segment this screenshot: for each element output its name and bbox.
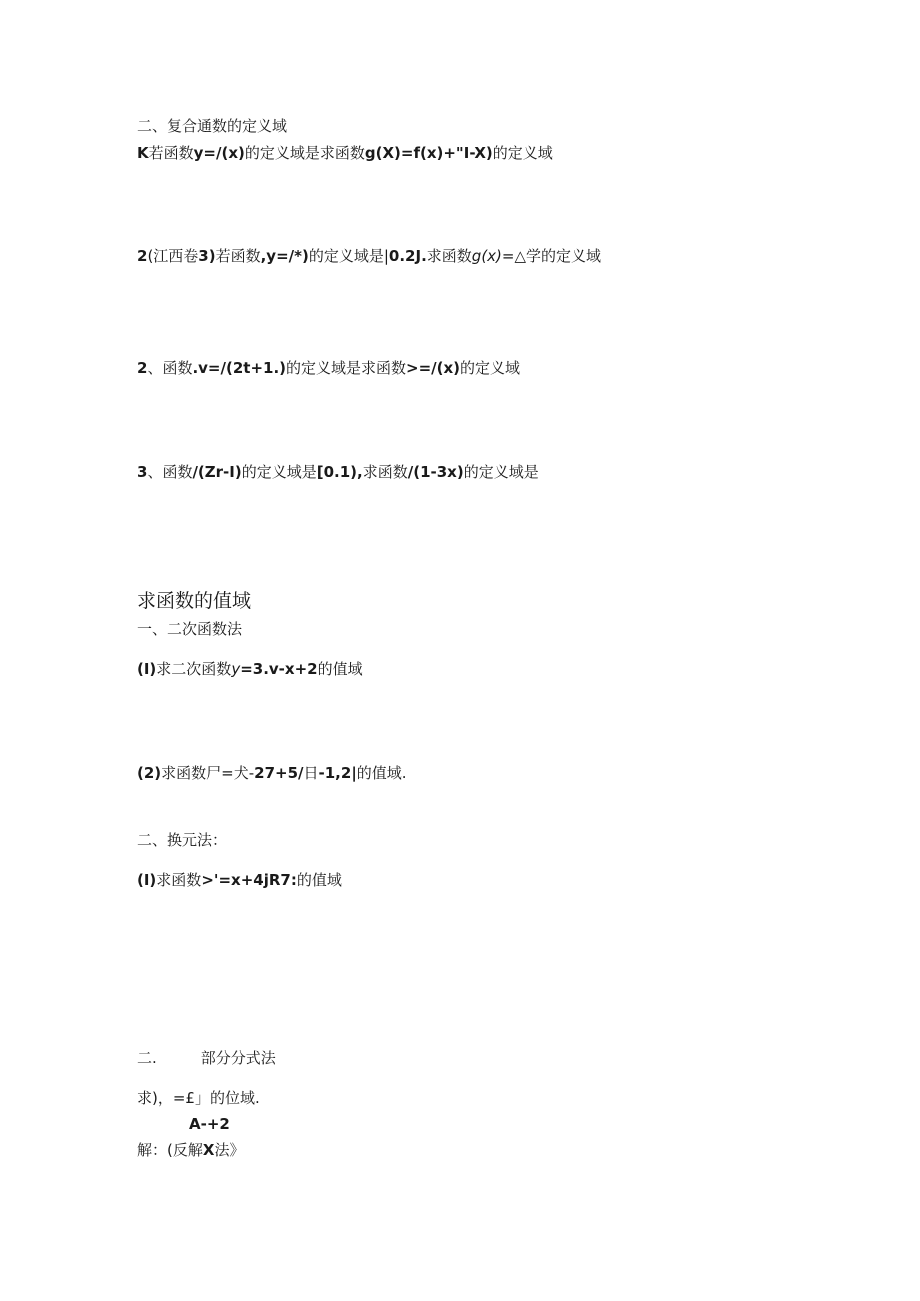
question-domain-3 (137, 358, 520, 378)
section-heading-domain: 二、复合通数的定义域 (137, 117, 288, 135)
math-expression: g(x)= (471, 247, 515, 265)
math-expression: y (231, 660, 241, 678)
question-text: 的定义域是 (463, 463, 539, 481)
solution-text: X (202, 1141, 215, 1159)
question-text: 若函数 (215, 247, 261, 265)
question-text: 的定义域是求函数 (244, 144, 365, 162)
fraction-denominator: A-+2 (189, 1115, 230, 1133)
question-range-4: 求)，=£」的位域. (137, 1089, 260, 1107)
math-expression: ,y=/*) (260, 247, 309, 265)
question-text: △学的定义域 (514, 247, 602, 265)
question-text: 日 (303, 764, 319, 782)
question-text: 、函数 (147, 463, 193, 481)
math-expression: 27+5/ (254, 764, 304, 782)
question-text: (江西卷 (147, 247, 199, 265)
math-expression: 0.2J. (388, 247, 427, 265)
method-title: 部分分式法 (200, 1049, 276, 1067)
question-text: 的定义域是 (308, 247, 384, 265)
section-title-range: 求函数的值域 (137, 590, 252, 612)
math-expression: g(X)=f(x)+"I-X) (364, 144, 493, 162)
question-text: 求函数尸=犬- (161, 764, 255, 782)
method-heading-substitution: 二、换元法： (137, 831, 228, 849)
question-range-3 (137, 870, 342, 890)
question-text: 、函数 (147, 359, 193, 377)
question-text: 的值域. (356, 764, 407, 782)
solution-line (137, 1140, 244, 1160)
question-number: 3 (137, 463, 148, 481)
question-text: 的定义域是求函数 (286, 359, 407, 377)
question-text: 的定义域 (460, 359, 521, 377)
method-heading-partial-fraction (137, 1048, 276, 1068)
question-range-2 (137, 763, 407, 783)
question-text: 若函数 (148, 144, 194, 162)
math-expression: /(1-3x) (407, 463, 464, 481)
math-expression: .v=/(2t+1.) (192, 359, 286, 377)
math-expression: >=/(x) (406, 359, 461, 377)
math-expression: -1,2| (318, 764, 357, 782)
question-text: 的定义域是 (241, 463, 317, 481)
method-number: 二. (137, 1049, 157, 1067)
solution-text: 解：(反解 (137, 1141, 203, 1159)
question-number: 2 (137, 247, 148, 265)
math-symbol: | (383, 247, 389, 265)
math-expression: =3.v-x+2 (240, 660, 318, 678)
question-number: (2) (137, 764, 162, 782)
question-domain-1 (137, 143, 553, 163)
question-domain-4 (137, 462, 539, 482)
question-text: 的值域 (317, 660, 363, 678)
question-number: (I) (137, 660, 157, 678)
question-text: 求二次函数 (156, 660, 232, 678)
question-text: 的定义域 (492, 144, 553, 162)
question-text: 求函数 (156, 871, 202, 889)
math-expression: y=/(x) (193, 144, 245, 162)
question-number: 2 (137, 359, 148, 377)
question-range-1 (137, 659, 363, 679)
method-heading-quadratic: 一、二次函数法 (137, 620, 243, 638)
question-number: K (137, 144, 149, 162)
question-text: 求函数 (362, 463, 408, 481)
solution-text: 法》 (214, 1141, 245, 1159)
question-text: 3) (198, 247, 216, 265)
math-expression: [0.1), (316, 463, 363, 481)
math-expression: /(Zr-I) (192, 463, 242, 481)
question-text: 的值域 (296, 871, 342, 889)
question-text: 求函数 (426, 247, 472, 265)
question-number: (I) (137, 871, 157, 889)
question-domain-2 (137, 246, 601, 266)
math-expression: >'=x+4jR7: (201, 871, 297, 889)
